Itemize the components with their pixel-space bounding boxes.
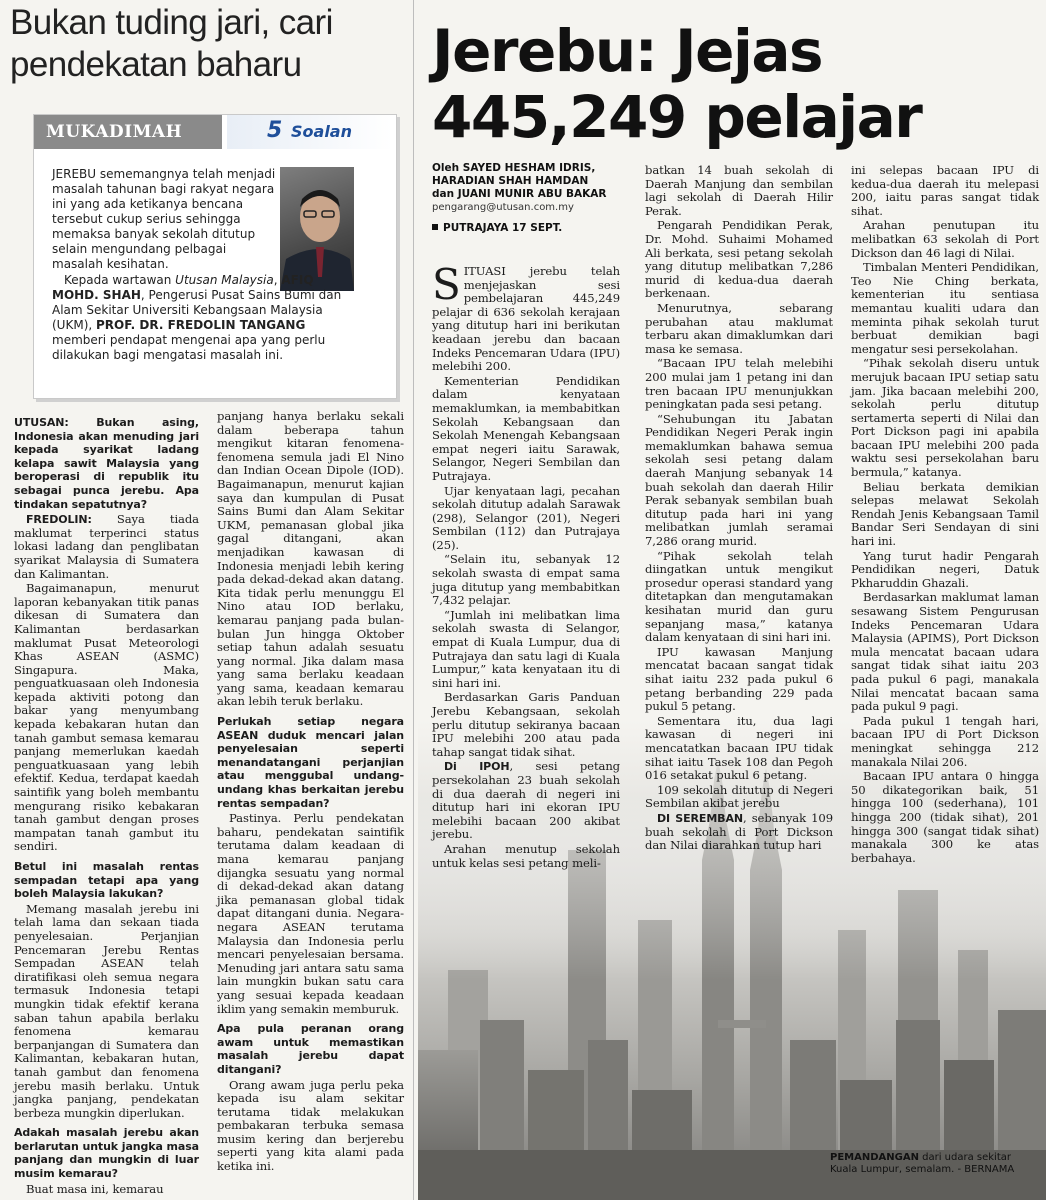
mukadimah-p2-c: , Pengerusi Pusat Sains Bumi dan Alam Sekitar Universiti Kebangsaan Malaysia (UKM), — [52, 288, 342, 332]
mukadimah-p2 — [52, 273, 352, 363]
byline-line1: Oleh SAYED HESHAM IDRIS, — [432, 162, 596, 174]
byline — [432, 162, 642, 235]
interview-question: Adakah masalah jerebu akan berlarutan untuk jangka masa panjang dan mungkin di luar musim kemarau? — [14, 1126, 199, 1181]
right-headline-line2: 445,249 pelajar — [432, 83, 922, 151]
paragraph: Timbalan Menteri Pendidikan, Teo Nie Ching berkata, kementerian itu sentiasa memantau kualiti udara dan meminta pihak sekolah turut berbuat demikian bagi mengatur sesi persekolahan. — [851, 260, 1039, 356]
paragraph-lead: FREDOLIN: — [26, 513, 92, 527]
interview-column-2 — [217, 410, 404, 1175]
paragraph: Memang masalah jerebu ini telah lama dan sekaan tiada penyelesaian. Perjanjian Pencemaran Jerebu Rentas Sempadan ASEAN telah diratifikasi oleh semua negara termasuk Indonesia tetapi mungkin tidak efektif kerana saban tahun apabila berlaku fenomena kemarau berpanjangan di Sumatera dan Kalimantan, kebakaran hutan, tanah gambut dan fenomena jerebu masih berlaku. Untuk jangka panjang, pendekatan berbeza mungkin diperlukan. — [14, 901, 199, 1120]
paragraph: “Sehubungan itu Jabatan Pendidikan Negeri Perak ingin memaklumkan bahawa semua sekolah sesi petang dalam daerah Manjung sebanyak 14 buah sekolah dan daerah Hilir Perak sebanyak sembilan buah ditutup pada hari ini yang melibatkan jumlah seramai 7,286 orang murid. — [645, 411, 833, 549]
paragraph: Arahan menutup sekolah untuk kelas sesi petang meli- — [432, 841, 620, 870]
left-headline — [10, 2, 405, 86]
paragraph: Bagaimanapun, menurut laporan kebanyakan titik panas dikesan di Sumatera dan Kalimantan berdasarkan maklumat Pusat Meteorologi Khas ASEAN (ASMC) Singapura. Maka, penguatkuasaan oleh Indonesia kepada aktiviti potong dan bakar yang menyumbang kepada kebakaran hutan dan tanah gambut semasa kemarau panjang memerlukan kaedah penguatkuasaan yang lebih efektif. Kedua, terdapat kaedah saintifik yang boleh membantu mengurang risiko kebakaran tanah gambut dengan proses mampatan tanah gambut itu sendiri. — [14, 581, 199, 854]
paragraph-continued: batkan 14 buah sekolah di Daerah Manjung dan sembilan lagi sekolah di Daerah Hilir Perak. — [645, 163, 833, 218]
left-headline-line2: pendekatan baharu — [10, 45, 302, 84]
dateline — [432, 222, 642, 235]
mukadimah-intro-text: JEREBU sememangnya telah menjadi masalah tahunan bagi rakyat negara ini yang ada ketikanya bencana tersebut cukup serius sehingga memaksa banyak sekolah ditutup selain mengundang pelbagai masalah kesihatan. — [52, 167, 276, 271]
paragraph: “Pihak sekolah diseru untuk merujuk bacaan IPU setiap satu jam. Jika bacaan melebihi 200, sekolah perlu ditutup sertamerta seperti di Nilai dan Port Dickson pagi ini apabila bacaan IPU melebihi 200 pada waktu sesi persekolahan baru bermula,” katanya. — [851, 356, 1039, 480]
paragraph: Ujar kenyataan lagi, pecahan sekolah ditutup adalah Sarawak (298), Selangor (201), Negeri Sembilan (112) dan Putrajaya (25). — [432, 483, 620, 552]
paragraph: Beliau berkata demikian selepas melawat Sekolah Rendah Jenis Kebangsaan Tamil Bandar Seri Sendayan di sini hari ini. — [851, 479, 1039, 549]
mukadimah-label: MUKADIMAH — [46, 122, 183, 142]
paragraph-text: Saya tiada maklumat terperinci status lokasi ladang dan penglibatan syarikat Malaysia di Sumatera dan Kalimantan. — [14, 512, 199, 581]
interview-question: Perlukah setiap negara ASEAN duduk mencari jalan penyelesaian seperti menandatangani perjanjian atau menggubal undang-undang khas berkaitan jerebu rentas sempadan? — [217, 715, 404, 810]
article-paragraph — [432, 760, 620, 842]
drop-cap: S — [432, 260, 461, 309]
paragraph-continued: panjang hanya berlaku sekali dalam beberapa tahun mengikut kitaran fenomena-fenomena semula jadi El Nino dan Indian Ocean Dipole (IOD). Bagaimanapun, menurut kajian saya dan kumpulan di Pusat Sains Bumi dan Alam Sekitar UKM, pemanasan global jika gagal ditangani, akan menjadikan kawasan di Indonesia menjadi lebih kering pada dekad-dekad akan datang. Kita tidak perlu menunggu El Nino atau IOD berlaku, kemarau panjang pada bulan-bulan Jun hingga Oktober setiap tahun adalah sesuatu yang normal. Jika dalam masa yang sama berlaku keadaan yang sama, keadaan kemarau akan lebih teruk berlaku. — [217, 409, 404, 709]
article-column-1 — [432, 260, 621, 871]
soalan-count: 5 — [267, 118, 283, 143]
paragraph: Yang turut hadir Pengarah Pendidikan negeri, Datuk Pkharuddin Ghazali. — [851, 548, 1039, 590]
soalan-label: Soalan — [291, 122, 352, 141]
photo-caption-bold: PEMANDANGAN — [830, 1152, 919, 1163]
mukadimah-interviewee-name: PROF. DR. FREDOLIN TANGANG — [96, 318, 306, 332]
story-divider — [413, 0, 414, 1200]
mukadimah-reporter-name: AFIQ MOHD. SHAH — [52, 273, 314, 302]
paragraph: Sementara itu, dua lagi kawasan di negeri ini mencatatkan bacaan IPU tidak sihat iaitu Tasek 108 dan Pegoh 016 setakat pukul 6 petang. — [645, 713, 833, 783]
right-headline-line1: Jerebu: Jejas — [432, 17, 823, 85]
mukadimah-intro — [52, 167, 276, 272]
paragraph: Arahan penutupan itu melibatkan 63 sekolah di Port Dickson dan 46 lagi di Nilai. — [851, 218, 1039, 260]
interview-question: Apa pula peranan orang awam untuk memastikan masalah jerebu dapat ditangani? — [217, 1022, 404, 1076]
interview-question: UTUSAN: Bukan asing, Indonesia akan menuding jari kepada syarikat ladang kelapa sawit Malaysia yang beroperasi di republik itu sebagai punca jerebu. Apa tindakan sepatutnya? — [14, 416, 199, 511]
paragraph: Berdasarkan Garis Panduan Jerebu Kebangsaan, sekolah perlu ditutup sekiranya bacaan IPU melebihi 200 atau pada tahap sangat tidak sihat. — [432, 690, 620, 759]
interview-answer — [14, 513, 199, 581]
paragraph: 109 sekolah ditutup di Negeri Sembilan akibat jerebu — [645, 782, 833, 811]
left-headline-line1: Bukan tuding jari, cari — [10, 3, 333, 42]
paragraph: Orang awam juga perlu peka kepada isu alam sekitar terutama tidak melakukan pembakaran terbuka semasa musim kering dan berjerebu seperti yang kita alami pada ketika ini. — [217, 1077, 404, 1174]
paragraph: “Bacaan IPU telah melebihi 200 mulai jam 1 petang ini dan tren bacaan IPU menunjukkan peningkatan pada sesi petang. — [645, 356, 833, 412]
paragraph: Pada pukul 1 tengah hari, bacaan IPU di Port Dickson meningkat sehingga 212 manakala Nilai 206. — [851, 713, 1039, 769]
paragraph: “Pihak sekolah telah diingatkan untuk mengikut prosedur operasi standard yang ditetapkan dan mengutamakan kesihatan murid dan guru sepanjang masa,” katanya dalam kenyataan di sini hari ini. — [645, 548, 833, 645]
paragraph-lead: Di IPOH — [444, 760, 510, 774]
paragraph: “Jumlah ini melibatkan lima sekolah swasta di Selangor, empat di Kuala Lumpur, dua di Putrajaya dan satu lagi di Kuala Lumpur,” kata kenyataan itu di sini hari ini. — [432, 607, 620, 690]
paragraph-text: , sebanyak 109 buah sekolah di Port Dickson dan Nilai diarahkan tutup hari — [645, 810, 833, 853]
mukadimah-box — [33, 114, 397, 399]
paragraph-continued: ini selepas bacaan IPU di kedua-dua daerah itu melepasi 200, iaitu paras sangat tidak sihat. — [851, 163, 1039, 218]
mukadimah-p2-b: , — [273, 273, 282, 287]
paragraph: Berdasarkan maklumat laman sesawang Sistem Pengurusan Indeks Pencemaran Udara Malaysia (APIMS), Port Dickson mula mencatat bacaan udara sangat tidak sihat iaitu 203 pada pukul 6 pagi, manakala Nilai mencatat bacaan sama pada pukul 9 pagi. — [851, 590, 1039, 714]
soalan-badge — [227, 115, 393, 149]
article-paragraph — [645, 812, 833, 853]
photo-caption — [830, 1152, 1036, 1176]
paragraph-text: ITUASI jerebu telah menjejaskan sesi pembelajaran 445,249 pelajar di 636 sekolah kerajaan yang ditutup hari ini berikutan keadaan jerebu dan bacaan Indeks Pencemaran Udara (IPU) melebihi 200. — [432, 264, 620, 374]
paragraph: Pengarah Pendidikan Perak, Dr. Mohd. Suhaimi Mohamed Ali berkata, sesi petang sekolah yang ditutup melibatkan 7,286 murid di kedua-dua daerah berkenaan. — [645, 218, 833, 301]
interview-column-1 — [14, 410, 199, 1197]
paragraph: Kementerian Pendidikan dalam kenyataan memaklumkan, ia membabitkan Sekolah Kebangsaan dan Sekolah Menengah Kebangsaan empat negeri iaitu Sarawak, Selangor, Negeri Sembilan dan Putrajaya. — [432, 373, 620, 483]
byline-email: pengarang@utusan.com.my — [432, 202, 574, 213]
paragraph: IPU kawasan Manjung mencatat bacaan sangat tidak sihat iaitu 232 pada pukul 6 petang berbanding 229 pada pukul 5 petang. — [645, 644, 833, 714]
dateline-text: PUTRAJAYA 17 SEPT. — [443, 222, 563, 234]
interview-question: Betul ini masalah rentas sempadan tetapi apa yang boleh Malaysia lakukan? — [14, 860, 199, 901]
article-first-paragraph — [432, 260, 620, 374]
article-column-3 — [851, 164, 1039, 866]
paragraph-lead: DI SEREMBAN — [657, 811, 743, 825]
right-headline — [432, 18, 1042, 150]
paragraph: Pastinya. Perlu pendekatan baharu, pendekatan saintifik terutama dalam keadaan di mana kemarau panjang dijangka sesuatu yang normal di dekad-dekad akan datang jika pemanasan global tidak dapat ditangani dunia. Negara-negara ASEAN terutama Malaysia dan Indonesia perlu mencari penyelesaian bersama. Menuding jari antara satu sama lain mungkin bukan satu cara yang sesuai kepada keadaan iklim yang semakin memburuk. — [217, 811, 404, 1016]
photo-credit: BERNAMA — [964, 1164, 1015, 1175]
byline-line3: dan JUANI MUNIR ABU BAKAR — [432, 188, 607, 200]
dateline-marker — [432, 224, 438, 230]
photo-caption-text: dari udara sekitar Kuala Lumpur, semalam. - — [830, 1152, 1011, 1175]
article-column-2 — [645, 164, 833, 854]
mukadimah-label-bar — [34, 115, 222, 149]
paragraph: Buat masa ini, kemarau — [26, 1181, 164, 1196]
paragraph-text: , sesi petang persekolahan 23 buah sekolah di dua daerah di negeri ini ditutup hari ini ekoran IPU melebihi bacaan 200 akibat jerebu. — [432, 759, 621, 842]
mukadimah-paper-name: Utusan Malaysia — [175, 273, 274, 287]
mukadimah-p2-a: Kepada wartawan — [64, 273, 176, 287]
mukadimah-p2-d: memberi pendapat mengenai apa yang perlu dilakukan bagi mengatasi masalah ini. — [52, 333, 326, 362]
paragraph: Bacaan IPU antara 0 hingga 50 dikategorikan baik, 51 hingga 100 (sederhana), 101 hingga 200 (tidak sihat), 201 hingga 300 (sangat tidak sihat) manakala 300 ke atas berbahaya. — [851, 769, 1039, 865]
paragraph: Menurutnya, sebarang perubahan atau maklumat terbaru akan dimaklumkan dari masa ke semasa. — [645, 300, 833, 356]
byline-line2: HARADIAN SHAH HAMDAN — [432, 175, 589, 187]
paragraph: “Selain itu, sebanyak 12 sekolah swasta di empat sama juga ditutup yang membabitkan 7,432 pelajar. — [432, 552, 620, 608]
